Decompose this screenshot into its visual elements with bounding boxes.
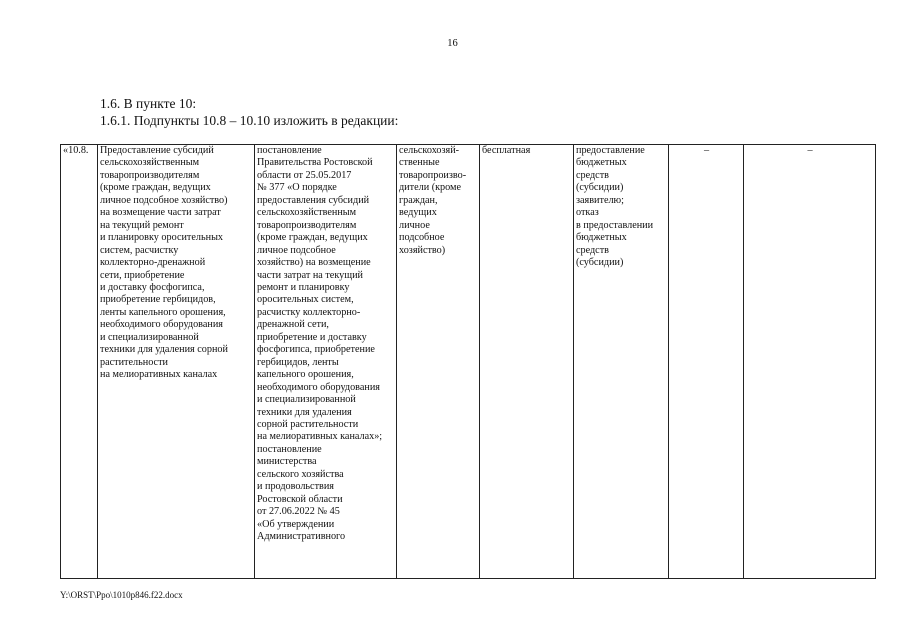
applicants-line: личное (399, 219, 430, 231)
service-line: товаропроизводителям (100, 169, 200, 181)
legal-basis-line: фосфогипса, приобретение (257, 344, 375, 356)
service-line: сельскохозяйственным (100, 157, 200, 169)
legal-basis-line: капельного орошения, (257, 369, 354, 381)
service-line: и доставку фосфогипса, (100, 281, 205, 293)
result-line: в предоставлении (576, 219, 654, 231)
applicants-line: сельскохозяй- (399, 145, 460, 156)
applicants-line: дители (кроме (399, 182, 461, 194)
legal-basis-line: постановление (257, 145, 322, 156)
applicants-line: ственные (399, 157, 440, 169)
applicants-line: граждан, (399, 194, 438, 206)
legal-basis-line: приобретение и доставку (257, 331, 367, 343)
legal-basis-line: дренажной сети, (257, 319, 329, 331)
service-line: и планировку оросительных (100, 232, 224, 244)
applicants-cell (397, 145, 480, 579)
legal-basis-line: области от 25.05.2017 (257, 169, 352, 181)
service-name-cell (98, 145, 255, 579)
page-number: 16 (447, 38, 458, 49)
applicants-line: подсобное (399, 232, 445, 244)
legal-basis-line: техники для удаления (257, 406, 352, 418)
legal-basis-line: товаропроизводителям (257, 219, 357, 231)
service-line: Предоставление субсидий (100, 145, 214, 156)
legal-basis-cell (255, 145, 397, 579)
legal-basis-line: Правительства Ростовской (257, 157, 373, 169)
legal-basis-line: гербицидов, ленты (257, 356, 339, 368)
service-line: растительности (100, 356, 168, 368)
table-row (61, 145, 876, 579)
legal-basis-line: постановление (257, 443, 322, 455)
result-line: средств (576, 169, 609, 181)
row-number: «10.8. (63, 145, 89, 156)
subsection-heading: 1.6.1. Подпункты 10.8 – 10.10 изложить в редакции: (100, 113, 399, 128)
applicants-line: товаропроизво- (399, 169, 467, 181)
legal-basis-line: оросительных систем, (257, 294, 354, 306)
applicants-line: хозяйство) (399, 244, 446, 256)
legal-basis-line: «Об утверждении (257, 518, 335, 530)
legal-basis-line: (кроме граждан, ведущих (257, 232, 368, 244)
service-line: на мелиоративных каналах (100, 369, 218, 381)
service-line: (кроме граждан, ведущих (100, 182, 211, 194)
legal-basis-line: на мелиоративных каналах»; (257, 431, 383, 443)
legal-basis-line: и продовольствия (257, 481, 334, 493)
legal-basis-line: расчистку коллекторно- (257, 306, 361, 318)
legal-basis-line: сорной растительности (257, 418, 359, 430)
result-line: (субсидии) (576, 257, 624, 269)
legal-basis-line: сельскохозяйственным (257, 207, 357, 219)
result-line: бюджетных (576, 157, 627, 169)
fee-value: бесплатная (482, 145, 531, 156)
section-heading: 1.6. В пункте 10: (100, 96, 197, 111)
legal-basis-line: хозяйство) на возмещение (257, 257, 371, 269)
services-table (60, 144, 876, 579)
file-path-footer: Y:\ORST\Ppo\1010p846.f22.docx (60, 590, 183, 600)
legal-basis-line: № 377 «О порядке (257, 182, 337, 194)
legal-basis-line: и специализированной (257, 394, 356, 406)
service-line: на текущий ремонт (100, 219, 184, 231)
legal-basis-line: ремонт и планировку (257, 281, 350, 293)
service-line: личное подсобное хозяйство) (100, 194, 228, 206)
result-line: заявителю; (576, 194, 624, 206)
service-line: на возмещение части затрат (100, 207, 221, 219)
legal-basis-line: сельского хозяйства (257, 468, 344, 480)
result-line: средств (576, 244, 609, 256)
row-number-cell (61, 145, 98, 579)
service-line: приобретение гербицидов, (100, 294, 216, 306)
service-line: техники для удаления сорной (100, 344, 228, 356)
service-line: коллекторно-дренажной (100, 257, 206, 269)
legal-basis-line: министерства (257, 456, 317, 468)
result-line: (субсидии) (576, 182, 624, 194)
result-cell (574, 145, 669, 579)
service-line: сети, приобретение (100, 269, 185, 281)
legal-basis-line: предоставления субсидий (257, 194, 370, 206)
result-line: отказ (576, 207, 599, 219)
fee-cell (480, 145, 574, 579)
legal-basis-line: необходимого оборудования (257, 381, 380, 393)
service-line: необходимого оборудования (100, 319, 223, 331)
service-line: и специализированной (100, 331, 199, 343)
legal-basis-line: Административного (257, 531, 346, 543)
legal-basis-line: от 27.06.2022 № 45 (257, 506, 340, 518)
legal-basis-line: части затрат на текущий (257, 269, 363, 281)
column-8-cell (744, 145, 876, 579)
legal-basis-line: Ростовской области (257, 493, 343, 505)
result-line: бюджетных (576, 232, 627, 244)
result-line: предоставление (576, 145, 645, 156)
legal-basis-line: личное подсобное (257, 244, 336, 256)
service-line: систем, расчистку (100, 244, 179, 256)
service-line: ленты капельного орошения, (100, 306, 226, 318)
column-7-cell (669, 145, 744, 579)
dash-value: – (807, 145, 813, 156)
applicants-line: ведущих (399, 207, 437, 219)
dash-value: – (703, 145, 710, 156)
